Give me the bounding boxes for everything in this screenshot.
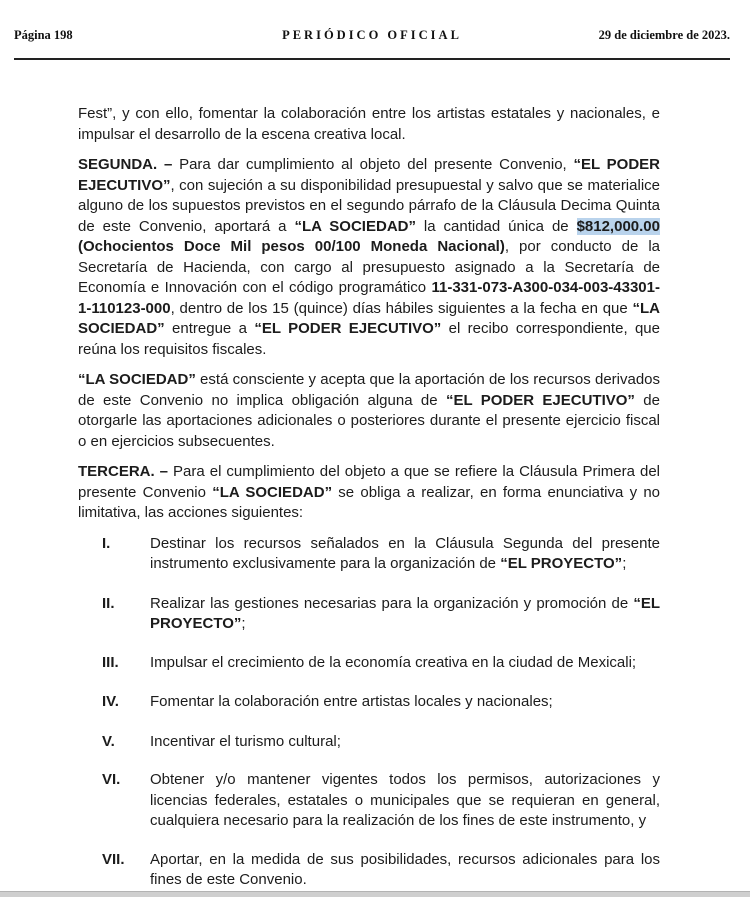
list-item: IV. Fomentar la colaboración entre artistas locales y nacionales; <box>78 692 660 713</box>
item-number: VII. <box>102 850 125 868</box>
party-name: “EL PODER EJECUTIVO” <box>254 320 442 337</box>
list-item: V. Incentivar el turismo cultural; <box>78 732 660 753</box>
page-header <box>14 28 730 46</box>
item-number: V. <box>102 732 115 750</box>
list-item: III. Impulsar el crecimiento de la economía creativa en la ciudad de Mexicali; <box>78 653 660 674</box>
party-name: “LA SOCIEDAD” <box>78 299 660 337</box>
party-name: “LA SOCIEDAD” <box>294 217 416 235</box>
item-number: III. <box>102 653 119 671</box>
page-bottom-edge <box>0 891 750 897</box>
clause-heading: SEGUNDA. – <box>78 156 173 173</box>
list-item: VII. Aportar, en la medida de sus posibilidades, recursos adicionales para los fines de este Convenio. <box>102 850 660 888</box>
party-name: “EL PODER EJECUTIVO” <box>445 391 635 409</box>
item-number: VI. <box>102 771 121 788</box>
item-number: II. <box>102 594 115 612</box>
list-item: VI. Obtener y/o mantener vigentes todos los permisos, autorizaciones y licencias federales, estatales o municipales que se requieran en general, cualquiera necesario para la realización de los fines de este instrumento, y <box>102 771 660 829</box>
publication-title: PERIÓDICO OFICIAL <box>282 28 462 42</box>
list-item: I. Destinar los recursos señalados en la Cláusula Segunda del presente instrumento exclusivamente para la organización de “EL PROYECTO”; <box>102 534 660 572</box>
clause-heading: TERCERA. – <box>78 463 169 480</box>
program-code: 11-331-073-A300-034-003-43301-1-110123-000 <box>78 279 660 317</box>
publication-date: 29 de diciembre de 2023. <box>598 28 730 42</box>
item-number: IV. <box>102 693 119 710</box>
party-name: “LA SOCIEDAD” <box>78 371 196 388</box>
intro-paragraph: Fest”, y con ello, fomentar la colaboración entre los artistas estatales y nacionales, e impulsar el desarrollo de la escena creativa local. <box>78 105 660 143</box>
amount-words: (Ochocientos Doce Mil pesos 00/100 Moneda Nacional) <box>78 238 505 255</box>
item-number: I. <box>102 534 111 552</box>
clause-segunda: SEGUNDA. – Para dar cumplimiento al objeto del presente Convenio, “EL PODER EJECUTIVO”, con sujeción a su disponibilidad presupuestal y salvo que se materialice alguno de los supuestos previstos en el segundo párrafo de la Cláusula Decima Quinta de este Convenio, aportará a “LA SOCIEDAD” la cantidad única de $812,000.00 (Ochocientos Doce Mil pesos 00/100 Moneda Nacional), por conducto de la Secretaría de Hacienda, con cargo al presupuesto asignado a la Secretaría de Economía e Innovación con el código programático 11-331-073-A300-034-003-43301-1-110123-000, dentro de los 15 (quince) días hábiles siguientes a la fecha en que “LA SOCIEDAD” entregue a “EL PODER EJECUTIVO” el recibo correspondiente, que reúna los requisitos fiscales. <box>78 156 661 358</box>
list-item: II. Realizar las gestiones necesarias para la organización y promoción de “EL PROYECTO”; <box>102 594 660 632</box>
clause-tercera: TERCERA. – Para el cumplimiento del objeto a que se refiere la Cláusula Primera del presente Convenio “LA SOCIEDAD” se obliga a realizar, en forma enunciativa y no limitativa, las acciones siguientes: <box>78 463 660 521</box>
obligations-list <box>78 534 660 891</box>
party-name: “LA SOCIEDAD” <box>212 483 333 501</box>
document-body <box>78 104 660 891</box>
header-rule <box>14 58 730 60</box>
sociedad-paragraph: “LA SOCIEDAD” está consciente y acepta que la aportación de los recursos derivados de este Convenio no implica obligación alguna de “EL PODER EJECUTIVO” de otorgarle las aportaciones adicionales o posteriores durante el presente ejercicio fiscal o en ejercicios subsecuentes. <box>78 371 661 450</box>
party-name: “EL PODER EJECUTIVO” <box>78 156 661 194</box>
highlighted-amount[interactable]: $812,000.00 <box>576 217 660 235</box>
page-number: Página 198 <box>14 28 73 42</box>
